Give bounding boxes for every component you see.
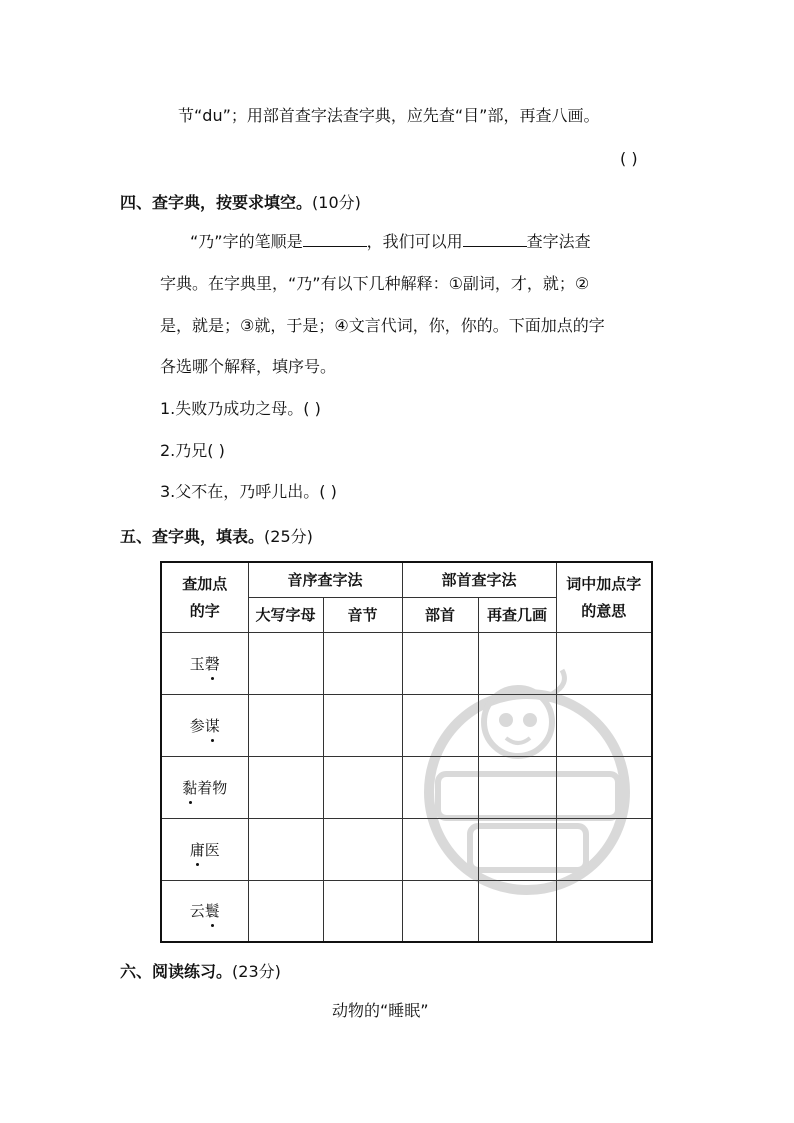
capital-letter-cell[interactable]	[248, 632, 323, 694]
dotted-char: 谋	[205, 715, 220, 736]
target-word-cell	[161, 756, 248, 818]
emphasis-dot	[189, 801, 192, 804]
question-3[interactable]: 3.父不在，乃呼儿出。( )	[160, 482, 337, 501]
question-1[interactable]: 1.失败乃成功之母。( )	[160, 399, 321, 418]
header-stroke-count: 再查几画	[478, 597, 556, 632]
lookup-method-blank[interactable]	[463, 232, 527, 247]
table-row	[161, 632, 652, 694]
meaning-cell[interactable]	[556, 880, 652, 942]
dotted-char: 庸	[190, 839, 205, 860]
section-6-score: (23分)	[232, 962, 281, 981]
table-row	[161, 756, 652, 818]
header-meaning-line1: 词中加点字	[566, 575, 642, 594]
target-word-cell	[161, 694, 248, 756]
header-target-char-line2: 的字	[189, 602, 220, 621]
word-char: 参	[189, 716, 205, 735]
radical-cell[interactable]	[402, 756, 478, 818]
syllable-cell[interactable]	[323, 756, 402, 818]
table-row	[161, 694, 652, 756]
meaning-cell[interactable]	[556, 694, 652, 756]
section-4-paragraph-line4: 各选哪个解释，填序号。	[160, 357, 337, 376]
stroke-order-prompt: “乃”字的笔顺是	[190, 232, 303, 251]
target-word	[190, 655, 220, 673]
target-word-cell	[161, 818, 248, 880]
section-4-paragraph-line2: 字典。在字典里，“乃”有以下几种解释：①副词，才，就；②	[160, 274, 590, 293]
meaning-cell[interactable]	[556, 632, 652, 694]
word-char: 云	[189, 902, 205, 921]
radical-cell[interactable]	[402, 880, 478, 942]
question-2[interactable]: 2.乃兄( )	[160, 441, 225, 460]
article-title: 动物的“睡眠”	[332, 1001, 429, 1020]
header-radical: 部首	[402, 597, 478, 632]
section-4-title: 四、查字典，按要求填空。	[120, 193, 313, 212]
section-4-paragraph-line1	[190, 232, 591, 252]
header-meaning-line2: 的意思	[581, 602, 627, 621]
section-heading-6	[120, 959, 281, 982]
radical-cell[interactable]	[402, 694, 478, 756]
section-heading-4	[120, 190, 361, 213]
dotted-char: 黏	[182, 777, 197, 798]
section-5-title: 五、查字典，填表。	[120, 527, 265, 546]
capital-letter-cell[interactable]	[248, 818, 323, 880]
stroke-order-blank[interactable]	[303, 232, 367, 247]
section-heading-5	[120, 524, 313, 547]
stroke-count-cell[interactable]	[478, 632, 556, 694]
continued-sentence: 节“du”；用部首查字法查字典，应先查“目”部，再查八画。	[178, 106, 600, 125]
radical-cell[interactable]	[402, 818, 478, 880]
capital-letter-cell[interactable]	[248, 880, 323, 942]
emphasis-dot	[196, 863, 199, 866]
capital-letter-cell[interactable]	[248, 756, 323, 818]
header-phonetic-method: 音序查字法	[248, 562, 402, 597]
word-char: 着	[197, 778, 213, 797]
stroke-count-cell[interactable]	[478, 756, 556, 818]
emphasis-dot	[211, 677, 214, 680]
syllable-cell[interactable]	[323, 818, 402, 880]
dotted-char: 鬟	[205, 900, 220, 921]
header-target-char-line1: 查加点	[182, 575, 228, 594]
table-row	[161, 880, 652, 942]
stroke-count-cell[interactable]	[478, 818, 556, 880]
header-capital-letter: 大写字母	[248, 597, 323, 632]
answer-parentheses[interactable]: ( )	[620, 149, 638, 168]
target-word	[190, 841, 220, 859]
section-5-score: (25分)	[264, 527, 313, 546]
capital-letter-cell[interactable]	[248, 694, 323, 756]
meaning-cell[interactable]	[556, 756, 652, 818]
radical-cell[interactable]	[402, 632, 478, 694]
word-char: 物	[212, 778, 228, 797]
target-word	[190, 902, 220, 920]
syllable-cell[interactable]	[323, 694, 402, 756]
stroke-count-cell[interactable]	[478, 694, 556, 756]
target-word-cell	[161, 632, 248, 694]
meaning-cell[interactable]	[556, 818, 652, 880]
word-char: 医	[204, 840, 220, 859]
header-syllable: 音节	[323, 597, 402, 632]
target-word	[190, 717, 220, 735]
emphasis-dot	[211, 739, 214, 742]
table-row	[161, 818, 652, 880]
section-4-score: (10分)	[312, 193, 361, 212]
lookup-method-suffix: 查字法查	[526, 232, 591, 251]
syllable-cell[interactable]	[323, 880, 402, 942]
word-char: 玉	[189, 654, 205, 673]
lookup-method-prompt: ，我们可以用	[366, 232, 463, 251]
section-4-paragraph-line3: 是，就是；③就，于是；④文言代词，你，你的。下面加点的字	[160, 316, 605, 335]
header-radical-method: 部首查字法	[402, 562, 556, 597]
syllable-cell[interactable]	[323, 632, 402, 694]
dictionary-table	[160, 561, 653, 943]
target-word	[182, 779, 227, 797]
target-word-cell	[161, 880, 248, 942]
emphasis-dot	[211, 924, 214, 927]
section-6-title: 六、阅读练习。	[120, 962, 233, 981]
dotted-char: 磬	[205, 653, 220, 674]
stroke-count-cell[interactable]	[478, 880, 556, 942]
header-target-char	[161, 562, 248, 632]
header-meaning	[556, 562, 652, 632]
